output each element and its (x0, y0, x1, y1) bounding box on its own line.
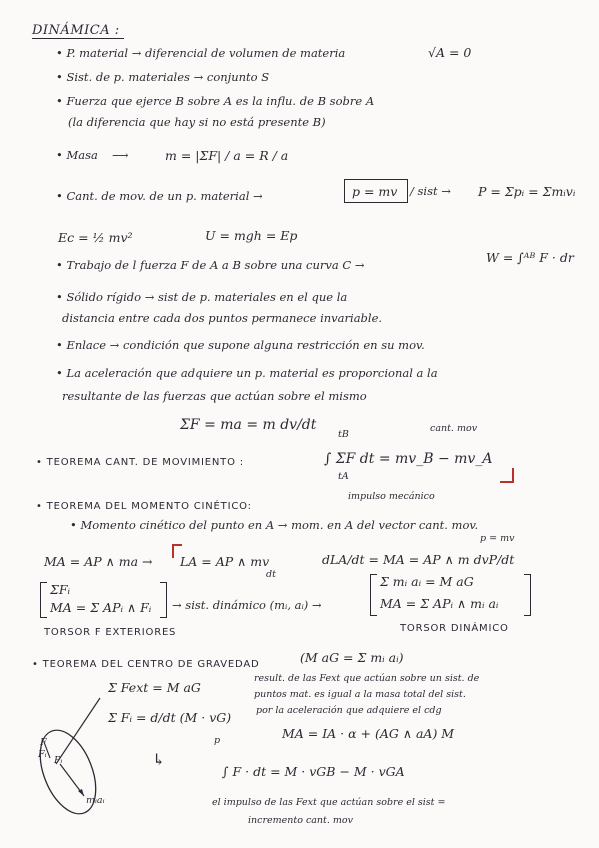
torsor-ext-line-2: MA = Σ APᵢ ∧ Fᵢ (50, 600, 152, 615)
energia-cinetica: Ec = ½ mv² (58, 230, 133, 245)
red-corner-horizontal (500, 481, 514, 483)
torsor-din-label: TORSOR DINÁMICO (400, 623, 509, 634)
gravedad-f1: Σ Fext = M aG (108, 680, 201, 695)
torsor-din-brace (370, 574, 377, 616)
bullet-aceleracion-line-2: resultante de las fuerzas que actúan sobre el mismo (62, 389, 367, 403)
gravedad-f2: Σ Fᵢ = d/dt (M · vG) (108, 710, 232, 725)
teorema-cant-mov-formula: ∫ ΣF dt = mv_B − mv_A (324, 451, 493, 467)
impulso-mecanico-label: impulso mecánico (348, 491, 435, 502)
teorema-momento-label: • TEOREMA DEL MOMENTO CINÉTICO: (36, 501, 252, 512)
teorema-gravedad-formula: (M aG = Σ mᵢ aᵢ) (300, 650, 404, 665)
teorema-gravedad-label: • TEOREMA DEL CENTRO DE GRAVEDAD (32, 659, 260, 670)
torsor-din-line-2: MA = Σ APᵢ ∧ mᵢ aᵢ (380, 596, 499, 611)
masa-formula: m = |ΣF| / a = R / a (165, 148, 289, 163)
torsor-din-line-1: Σ mᵢ aᵢ = M aG (380, 574, 474, 589)
red-bracket-left (172, 544, 174, 558)
bullet-enlace: • Enlace → condición que supone alguna restricción en su mov. (56, 338, 425, 352)
momento-formula-3: dLA/dt = MA = AP ∧ m dvP/dt (322, 552, 515, 567)
bullet-trabajo: • Trabajo de l fuerza F de A a B sobre una curva C → (56, 258, 365, 272)
title-underline (32, 38, 124, 39)
bullet-sist-materiales: • Sist. de p. materiales → conjunto S (56, 70, 270, 84)
bullet-solido-line-1: • Sólido rígido → sist de p. materiales en el que la (56, 290, 348, 304)
p-equals-mv: p = mv (480, 533, 515, 544)
red-bracket-top (172, 544, 182, 546)
bullet-fuerza-line-1: • Fuerza que ejerce B sobre A es la influ. de B sobre A (56, 94, 375, 108)
formula-va: √A = 0 (428, 45, 472, 60)
gravedad-f2-under: p (214, 735, 221, 746)
torsor-ext-label: TORSOR F EXTERIORES (44, 627, 177, 638)
limit-tb: tB (338, 429, 349, 440)
red-corner-vertical (512, 468, 514, 482)
gravedad-impulso-desc-2: incremento cant. mov (248, 815, 354, 826)
limit-ta: tA (338, 471, 349, 482)
page-title: DINÁMICA : (32, 23, 120, 38)
trabajo-formula: W = ∫ᴬᴮ F · dr (486, 250, 574, 265)
figure-mai-label: mᵢaᵢ (86, 795, 105, 806)
torsor-ext-line-1: ΣFᵢ (50, 582, 71, 597)
gravedad-desc-1: result. de las Fext que actúan sobre un sist. de (254, 673, 480, 684)
bullet-fuerza-line-2: (la diferencia que hay si no está presente B) (68, 115, 326, 129)
momento-formula-2: LA = AP ∧ mv (180, 554, 270, 569)
teorema-cant-mov-label: • TEOREMA CANT. DE MOVIMIENTO : (36, 457, 244, 468)
bullet-masa: • Masa (56, 148, 98, 162)
figure-pi-label: Pᵢ (54, 755, 63, 766)
cant-mov-sist-formula: P = Σpᵢ = Σmᵢvᵢ (478, 184, 576, 199)
arrow-glyph: ⟶ (112, 148, 129, 162)
bullet-cant-mov: • Cant. de mov. de un p. material → (56, 189, 263, 203)
energia-potencial: U = mgh = Ep (205, 228, 298, 243)
corner-arrow-glyph: ↳ (152, 750, 166, 769)
sist-dinamico: → sist. dinámico (mᵢ, aᵢ) → (172, 598, 322, 612)
gravedad-desc-3: por la aceleración que adquiere el cdg (256, 705, 442, 716)
cant-mov-sist: / sist → (410, 184, 451, 198)
cant-mov-formula: p = mv (352, 184, 398, 199)
gravedad-desc-2: puntos mat. es igual a la masa total del sist. (254, 689, 466, 700)
bullet-aceleracion-line-1: • La aceleración que adquiere un p. material es proporcional a la (56, 366, 438, 380)
cant-mov-annotation: cant. mov (430, 423, 478, 434)
figure-f-label: F (40, 737, 47, 748)
newton-formula: ΣF = ma = m dv/dt (180, 417, 317, 433)
gravedad-ma: MA = IA · α + (AG ∧ aA) M (282, 726, 455, 741)
torsor-din-brace-right (524, 574, 531, 616)
momento-cinetico-definition: • Momento cinético del punto en A → mom. en A del vector cant. mov. (70, 518, 479, 532)
bullet-p-material: • P. material → diferencial de volumen de materia (56, 46, 346, 60)
figure-fi-label: Fᵢ (38, 749, 47, 760)
momento-formula-1: MA = AP ∧ ma → (44, 554, 153, 569)
gravedad-impulso-desc-1: el impulso de las Fext que actúan sobre el sist = (212, 797, 446, 808)
torsor-ext-brace-right (160, 582, 167, 618)
torsor-ext-brace (40, 582, 47, 618)
bullet-solido-line-2: distancia entre cada dos puntos permanece invariable. (62, 311, 383, 325)
gravedad-impulso: ∫ F · dt = M · vGB − M · vGA (222, 764, 405, 779)
momento-formula-2-under: dt (266, 569, 276, 580)
